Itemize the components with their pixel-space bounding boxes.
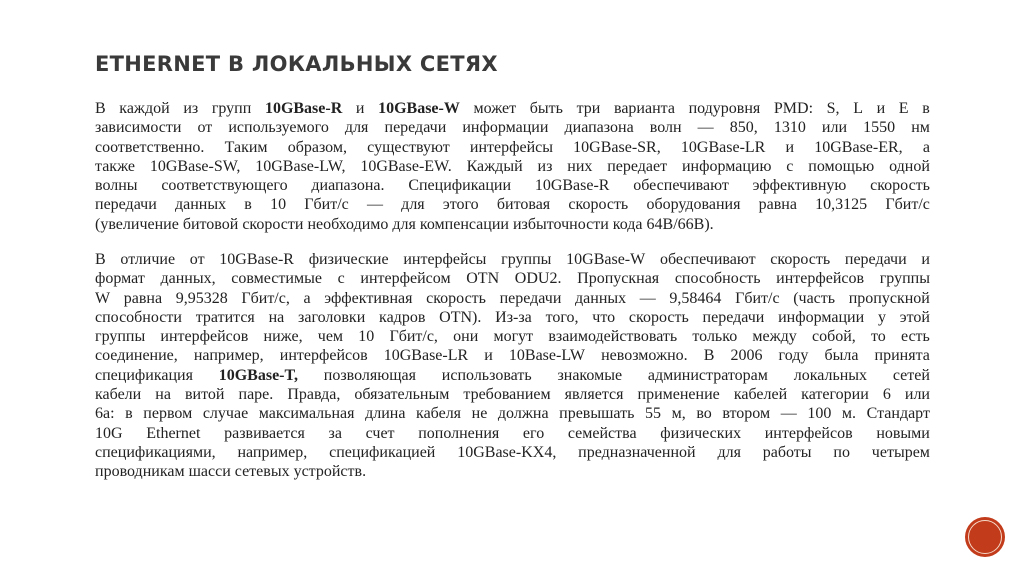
word: с	[337, 270, 345, 288]
word: в	[125, 405, 133, 423]
text-line	[95, 366, 930, 385]
slide-circle-icon	[965, 517, 1005, 557]
word: Стандарт	[866, 405, 930, 423]
word: того,	[545, 308, 579, 326]
word: кабели	[95, 386, 142, 404]
word: физические	[308, 251, 389, 268]
word: интерфейсов	[776, 270, 865, 288]
word: с	[786, 157, 794, 175]
word: принята	[874, 347, 930, 365]
word: отличие	[120, 251, 176, 268]
word: спецификация	[95, 366, 193, 384]
word: этой	[899, 308, 930, 326]
word: Правда,	[287, 386, 341, 404]
word: взаимодействовать	[548, 328, 678, 346]
word: от	[189, 251, 205, 268]
word: В	[95, 100, 106, 117]
word: невозможно.	[601, 347, 688, 365]
word: диапазона.	[311, 177, 385, 195]
word: способность	[674, 270, 761, 288]
word: за	[328, 424, 342, 442]
text-line	[95, 462, 930, 481]
word: первом	[143, 405, 193, 423]
word: случае	[202, 405, 249, 423]
word: м.	[841, 405, 857, 423]
word: равна	[123, 289, 163, 307]
word: также	[95, 157, 136, 175]
word: обеспечивают	[659, 251, 756, 268]
word: и	[484, 347, 493, 365]
word: интерфейсов	[279, 347, 368, 365]
word: OTN).	[439, 308, 482, 326]
word: 10Base-LW	[508, 347, 586, 365]
word: —	[366, 196, 383, 214]
text-line	[95, 385, 930, 404]
word: —	[697, 119, 714, 137]
word: является	[564, 386, 624, 404]
word: необходимо	[307, 215, 389, 233]
word: чем	[317, 328, 344, 346]
word: 10	[270, 196, 287, 214]
word: для	[401, 196, 425, 214]
word: 10GBase-SR,	[573, 138, 661, 156]
text-line	[95, 99, 930, 118]
word: 10GBase-SW,	[149, 157, 241, 175]
word: данных	[575, 289, 627, 307]
word: Спецификации	[408, 177, 512, 195]
word: OTN	[466, 270, 500, 288]
word: Каждый	[466, 157, 523, 175]
text-line	[95, 157, 930, 176]
word: передачи	[95, 196, 157, 214]
word: L	[853, 100, 863, 117]
word: новыми	[876, 424, 930, 442]
word: Таким	[224, 138, 268, 156]
word: 6а:	[95, 405, 115, 423]
word: в	[922, 100, 930, 117]
text-line	[95, 250, 930, 269]
word: используемого	[228, 119, 329, 137]
word: позволяющая	[323, 366, 416, 384]
word: ODU2.	[514, 270, 562, 288]
word: группы	[95, 328, 146, 346]
word: 9,58464	[669, 289, 722, 307]
text-line	[95, 424, 930, 443]
word: Гбит/с	[885, 196, 930, 214]
word: избыточности	[512, 215, 609, 233]
word: превышать	[559, 405, 635, 423]
word: не	[471, 405, 488, 423]
word: нм	[911, 119, 930, 137]
word: из	[183, 100, 199, 117]
word: 10G	[95, 424, 123, 442]
word: кабелей	[733, 386, 788, 404]
text-line	[95, 404, 930, 423]
word: 10GBase-W	[378, 100, 460, 117]
word: и	[785, 138, 795, 156]
word: категории	[801, 386, 869, 404]
word: существуют	[367, 138, 450, 156]
word: информацию	[681, 157, 772, 175]
word: 100	[807, 405, 832, 423]
word: длина	[365, 405, 406, 423]
word: его	[522, 424, 545, 442]
word: битовая	[496, 196, 551, 214]
word: 2006	[730, 347, 763, 365]
paragraph-2	[95, 250, 930, 482]
word: 6	[882, 386, 891, 404]
word: 10GBase-T,	[218, 366, 298, 384]
word: между	[752, 328, 797, 346]
text-line	[95, 195, 930, 214]
text-line	[95, 327, 930, 346]
word: диапазона	[564, 119, 634, 137]
text-line	[95, 443, 930, 462]
word: (увеличение	[95, 215, 179, 233]
word: от	[197, 119, 213, 137]
word: быть	[529, 100, 563, 117]
word: способности	[95, 308, 182, 326]
word: должна	[497, 405, 549, 423]
word: обязательным	[354, 386, 450, 404]
word: 10GBase-ER,	[814, 138, 903, 156]
word: соответствующего	[161, 177, 288, 195]
word: этого	[442, 196, 479, 214]
word: спецификациями,	[95, 443, 216, 461]
word: 64B/66B).	[646, 215, 714, 233]
word: Пропускная	[577, 270, 660, 288]
word: скорость	[426, 289, 486, 307]
word: В	[95, 251, 106, 268]
word: информации	[778, 308, 865, 326]
word: они	[453, 328, 479, 346]
text-line	[95, 176, 930, 195]
word: только	[692, 328, 738, 346]
word: пополнения	[418, 424, 500, 442]
word: 10	[358, 328, 375, 346]
word: знакомые	[557, 366, 623, 384]
word: 10,3125	[815, 196, 868, 214]
word: была	[824, 347, 859, 365]
word: году	[778, 347, 809, 365]
word: компенсации	[419, 215, 509, 233]
word: зависимости	[95, 119, 182, 137]
word: скорость	[568, 196, 629, 214]
word: совместимые	[231, 270, 322, 288]
word: передачи	[844, 251, 907, 268]
word: (часть	[793, 289, 836, 307]
word: Из-за	[495, 308, 532, 326]
word: и	[876, 100, 886, 117]
word: 10GBase-KX4,	[457, 443, 557, 461]
word: по	[833, 443, 850, 461]
word: втором	[722, 405, 771, 423]
word: есть	[900, 328, 930, 346]
word: 10GBase-W	[566, 251, 646, 268]
word: 850,	[729, 119, 758, 137]
word: три	[576, 100, 601, 117]
word: интерфейсы	[403, 251, 487, 268]
word: кадров	[379, 308, 426, 326]
word: интерфейсов	[160, 328, 249, 346]
word: а	[922, 138, 930, 156]
word: могут	[493, 328, 534, 346]
word: 1550	[863, 119, 896, 137]
word: 10GBase-R	[264, 100, 343, 117]
word: обеспечивают	[633, 177, 729, 195]
word: интерфейсы	[469, 138, 553, 156]
word: тратится	[195, 308, 255, 326]
word: Гбит/с,	[389, 328, 438, 346]
word: проводникам	[95, 463, 185, 481]
word: или	[821, 119, 848, 137]
word: из	[537, 157, 553, 175]
word: что	[592, 308, 616, 326]
word: а	[303, 289, 311, 307]
word: может	[473, 100, 517, 117]
word: 1310	[773, 119, 806, 137]
paragraph-1	[95, 99, 930, 234]
word: E	[898, 100, 909, 117]
word: или	[904, 386, 930, 404]
word: скорость	[870, 177, 930, 195]
word: волн	[649, 119, 682, 137]
word: физических	[660, 424, 742, 442]
word: четырем	[871, 443, 930, 461]
word: передачи	[384, 119, 447, 137]
word: предназначенной	[578, 443, 696, 461]
word: Гбит/с	[735, 289, 780, 307]
word: м,	[671, 405, 686, 423]
word: скорости	[242, 215, 304, 233]
word: данных	[174, 196, 227, 214]
word: каждой	[119, 100, 170, 117]
word: 9,95328	[175, 289, 228, 307]
word: образом,	[287, 138, 347, 156]
word: у	[877, 308, 886, 326]
word: кода	[612, 215, 643, 233]
word: 55	[645, 405, 661, 423]
word: эффективная	[324, 289, 413, 307]
word: соединение,	[95, 347, 178, 365]
word: группы	[501, 251, 552, 268]
word: группы	[879, 270, 930, 288]
word: соответственно.	[95, 138, 205, 156]
word: варианта	[613, 100, 675, 117]
word: например,	[237, 443, 308, 461]
word: развивается	[224, 424, 305, 442]
word: устройств.	[293, 463, 367, 481]
word: для	[344, 119, 369, 137]
word: —	[780, 405, 797, 423]
text-line	[95, 215, 930, 234]
word: 10GBase-LW,	[255, 157, 346, 175]
word: для	[717, 443, 741, 461]
word: помощью	[808, 157, 875, 175]
word: PMD:	[773, 100, 814, 117]
word: использовать	[441, 366, 532, 384]
word: скорость	[628, 308, 689, 326]
word: во	[696, 405, 712, 423]
word: равна	[758, 196, 797, 214]
word: В	[703, 347, 715, 365]
word: применение	[637, 386, 720, 404]
word: работы	[762, 443, 812, 461]
word: пропускной	[848, 289, 930, 307]
word: семейства	[567, 424, 637, 442]
word: битовой	[182, 215, 239, 233]
word: 10GBase-LR	[383, 347, 469, 365]
word: интерфейсов	[764, 424, 853, 442]
word: например,	[193, 347, 264, 365]
word: подуровня	[688, 100, 761, 117]
word: интерфейсом	[360, 270, 451, 288]
word: шасси	[188, 463, 231, 481]
word: паре.	[238, 386, 274, 404]
text-line	[95, 138, 930, 157]
word: требованием	[463, 386, 551, 404]
word: то	[870, 328, 886, 346]
word: волны	[95, 177, 138, 195]
word: локальных	[793, 366, 868, 384]
word: W	[95, 289, 111, 307]
word: данных,	[160, 270, 216, 288]
word: 10GBase-R	[534, 177, 610, 195]
word: ниже,	[263, 328, 303, 346]
word: Гбит/с,	[241, 289, 290, 307]
word: кабеля	[416, 405, 462, 423]
word: максимальная	[258, 405, 355, 423]
word: 10GBase-R	[219, 251, 294, 268]
word: S,	[826, 100, 840, 117]
word: счет	[365, 424, 395, 442]
text-line	[95, 118, 930, 137]
word: —	[639, 289, 656, 307]
word: групп	[211, 100, 252, 117]
word: передачи	[499, 289, 562, 307]
word: администраторам	[647, 366, 768, 384]
word: эффективную	[752, 177, 847, 195]
word: для	[392, 215, 416, 233]
text-line	[95, 269, 930, 288]
word: одной	[889, 157, 930, 175]
word: и	[355, 100, 365, 117]
word: скорость	[770, 251, 831, 268]
word: формат	[95, 270, 145, 288]
word: витой	[184, 386, 225, 404]
word: на	[155, 386, 171, 404]
slide-title: ETHERNET В ЛОКАЛЬНЫХ СЕТЯХ	[95, 52, 498, 76]
word: 10GBase-LR	[680, 138, 766, 156]
word: заголовки	[298, 308, 366, 326]
word: и	[921, 251, 930, 268]
text-line	[95, 308, 930, 327]
word: 10GBase-EW.	[360, 157, 452, 175]
word: на	[268, 308, 285, 326]
word: сетей	[892, 366, 930, 384]
text-line	[95, 289, 930, 308]
word: в	[244, 196, 252, 214]
text-line	[95, 346, 930, 365]
word: информации	[462, 119, 549, 137]
word: сетевых	[234, 463, 290, 481]
word: Гбит/с	[304, 196, 349, 214]
word: собой,	[811, 328, 856, 346]
word: передает	[607, 157, 668, 175]
word: них	[567, 157, 593, 175]
word: оборудования	[646, 196, 741, 214]
word: передачи	[702, 308, 765, 326]
word: Ethernet	[146, 424, 201, 442]
word: спецификацией	[329, 443, 436, 461]
